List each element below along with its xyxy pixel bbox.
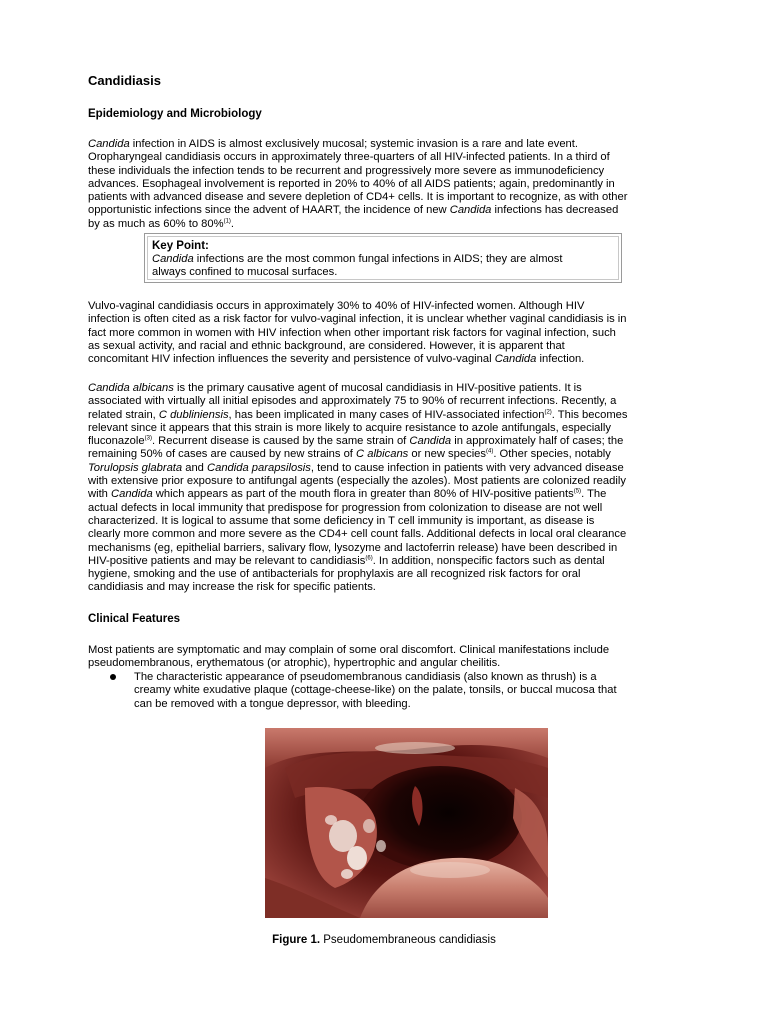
text-line <box>88 353 688 366</box>
text-run: in approximately half of cases; the <box>451 435 624 448</box>
page-title: Candidiasis <box>88 73 161 88</box>
text-line <box>88 542 688 555</box>
text-run: actual defects in local immunity that predispose for progression from colonization to disease are not well <box>88 501 603 514</box>
paragraph-clinical-intro <box>88 644 688 671</box>
italic-term: C dubliniensis <box>158 408 229 421</box>
figure-caption <box>0 934 768 947</box>
italic-term: Torulopsis glabrata <box>88 461 183 474</box>
text-run: infection is often cited as a risk factor for vulvo-vaginal infection, it is unclear whether vaginal candidiasis is in <box>88 313 627 326</box>
text-run: , has been implicated in many cases of HIV-associated infection <box>228 408 545 421</box>
text-line <box>88 204 688 217</box>
text-run: fluconazole <box>88 435 145 448</box>
text-line <box>152 253 614 266</box>
text-line <box>88 657 688 670</box>
text-line <box>88 300 688 313</box>
paragraph-vulvo-vaginal <box>88 300 688 366</box>
paragraph-candida-albicans <box>88 382 688 595</box>
text-run: these individuals the infection tends to be recurrent and progressively more severe as immunodeficiency <box>88 164 605 177</box>
text-run: Oropharyngeal candidiasis occurs in approximately three-quarters of all HIV-infected patients. In a third of <box>88 151 610 164</box>
text-line <box>88 644 688 657</box>
text-run: . <box>230 217 235 230</box>
text-run: . Other species, notably <box>493 448 611 461</box>
text-run: hygiene, smoking and the use of antibacterials for prophylaxis are all recognized risk factors for oral <box>88 568 581 581</box>
text-run: remaining 50% of cases are caused by new strains of <box>88 448 357 461</box>
citation-ref: (6) <box>365 555 373 562</box>
text-run: infections are the most common fungal infections in AIDS; they are almost <box>193 253 563 265</box>
citation-ref: (1) <box>223 218 231 225</box>
text-line <box>88 502 688 515</box>
bullet-icon <box>110 674 116 680</box>
citation-ref: (2) <box>544 408 552 415</box>
text-line <box>88 151 688 164</box>
text-line <box>88 528 688 541</box>
text-run: HIV-positive patients and may be relevant to candidiasis <box>88 554 366 567</box>
text-line <box>88 395 688 408</box>
text-run: as sexual activity, and racial and ethnic background, are considered. However, it is apparent that <box>88 339 565 352</box>
citation-ref: (4) <box>486 448 494 455</box>
text-line <box>152 266 614 279</box>
text-run: can be removed with a tongue depressor, with bleeding. <box>134 697 411 710</box>
mouth-photo-illustration <box>265 728 548 918</box>
italic-term: Candida <box>88 138 130 150</box>
text-run: . In addition, nonspecific factors such as dental <box>372 554 605 567</box>
text-run: mechanisms (eg, epithelial barriers, salivary flow, lysozyme and lactoferrin release) have been described in <box>88 541 618 554</box>
text-line <box>88 191 688 204</box>
citation-ref: (3) <box>144 435 152 442</box>
text-line <box>134 698 674 711</box>
text-run: infection. <box>536 353 585 366</box>
figure-label: Figure 1. <box>272 934 321 946</box>
text-run: . Recurrent disease is caused by the same strain of <box>151 435 410 448</box>
key-point-label: Key Point: <box>152 240 209 252</box>
text-line <box>88 555 688 568</box>
text-run: with <box>88 488 112 501</box>
text-line <box>88 462 688 475</box>
text-line <box>88 218 688 231</box>
text-line <box>88 581 688 594</box>
text-run: with extensive prior exposure to antifungal agents (especially the azoles). Most patients are colonized readily <box>88 475 626 488</box>
text-run: related strain, <box>88 408 159 421</box>
text-line <box>88 165 688 178</box>
italic-term: C albicans <box>356 448 409 461</box>
text-run: and <box>182 461 208 474</box>
text-run: Most patients are symptomatic and may complain of some oral discomfort. Clinical manifestations include <box>88 644 610 656</box>
text-line <box>88 178 688 191</box>
key-point-text <box>152 253 614 280</box>
bullet-text <box>134 671 674 711</box>
text-line <box>88 435 688 448</box>
text-line <box>88 138 688 151</box>
text-run: infection in AIDS is almost exclusively mucosal; systemic invasion is a rare and late event. <box>129 138 579 150</box>
text-line <box>88 313 688 326</box>
text-line <box>88 409 688 422</box>
text-run: associated with virtually all initial episodes and approximately 75 to 90% of recurrent infections. Recently, a <box>88 395 617 408</box>
italic-term: Candida <box>152 253 194 265</box>
text-run: concomitant HIV infection influences the severity and persistence of vulvo-vaginal <box>88 353 495 366</box>
italic-term: Candida albicans <box>88 382 174 394</box>
italic-term: Candida <box>409 435 452 448</box>
text-run: , tend to cause infection in patients with very advanced disease <box>310 461 624 474</box>
text-run: relevant since it appears that this strain is more likely to acquire resistance to azole antifungals, especially <box>88 421 611 434</box>
italic-term: Candida parapsilosis <box>207 461 311 474</box>
text-run: which appears as part of the mouth flora in greater than 80% of HIV-positive patients <box>152 488 574 501</box>
text-run: is the primary causative agent of mucosal candidiasis in HIV-positive patients. It is <box>173 382 582 394</box>
text-run: by as much as 60% to 80% <box>88 217 224 230</box>
figure-photo-oral-candidiasis <box>265 728 548 918</box>
italic-term: Candida <box>449 204 492 217</box>
text-run: advances. Esophageal involvement is reported in 20% to 40% of all AIDS patients; again, predominantly in <box>88 177 615 190</box>
text-run: always confined to mucosal surfaces. <box>152 266 338 279</box>
text-line <box>88 475 688 488</box>
text-run: characterized. It is logical to assume that some deficiency in T cell immunity is important, as disease is <box>88 514 595 527</box>
text-run: or new species <box>408 448 486 461</box>
text-line <box>88 422 688 435</box>
text-line <box>134 684 674 697</box>
text-run: The characteristic appearance of pseudomembranous candidiasis (also known as thrush) is a <box>134 671 597 683</box>
text-run: patients with advanced disease and severe depletion of CD4+ cells. It is important to recognize, as with other <box>88 191 628 204</box>
text-run: candidiasis and may increase the risk for specific patients. <box>88 581 376 594</box>
text-line <box>88 515 688 528</box>
text-line <box>88 327 688 340</box>
citation-ref: (5) <box>573 488 582 495</box>
text-line <box>88 488 688 501</box>
text-line <box>88 568 688 581</box>
text-run: . The <box>581 488 607 501</box>
text-run: pseudomembranous, erythematous (or atrophic), hypertrophic and angular cheilitis. <box>88 657 501 670</box>
section-heading-clinical-features: Clinical Features <box>88 613 181 625</box>
figure-caption-text: Pseudomembraneous candidiasis <box>320 934 496 946</box>
italic-term: Candida <box>494 353 537 366</box>
text-line <box>134 671 674 684</box>
text-run: opportunistic infections since the advent of HAART, the incidence of new <box>88 204 450 217</box>
text-run: . This becomes <box>551 408 628 421</box>
text-run: clearly more common and more severe as the CD4+ cell count falls. Additional defects in local oral clearance <box>88 528 627 541</box>
italic-term: Candida <box>111 488 153 501</box>
key-point-box <box>144 233 622 283</box>
text-line <box>88 382 688 395</box>
text-run: fact more common in women with HIV infection when other important risk factors for vaginal infection, such <box>88 326 616 339</box>
text-run: creamy white exudative plaque (cottage-cheese-like) on the palate, tonsils, or buccal mucosa that <box>134 684 617 697</box>
text-line <box>88 448 688 461</box>
text-line <box>88 340 688 353</box>
section-heading-epidemiology: Epidemiology and Microbiology <box>88 108 262 120</box>
text-run: infections has decreased <box>491 204 619 217</box>
text-run: Vulvo-vaginal candidiasis occurs in approximately 30% to 40% of HIV-infected women. Although HIV <box>88 300 585 312</box>
paragraph-epidemiology-intro <box>88 138 688 231</box>
